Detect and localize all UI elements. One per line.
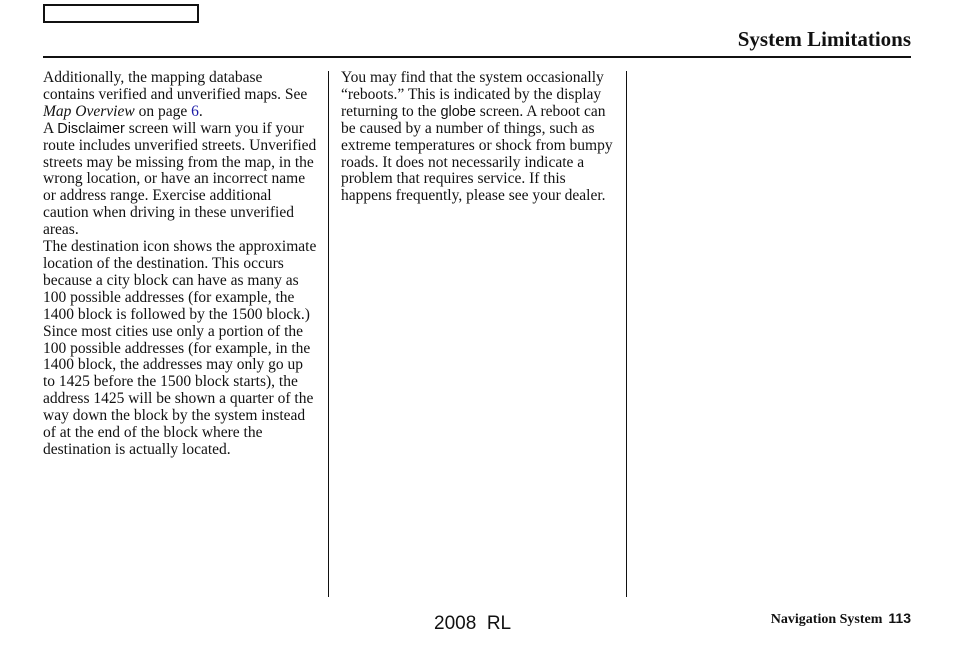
paragraph-reboots (341, 70, 615, 205)
paragraph-mapping-database (43, 70, 317, 121)
paragraph-disclaimer (43, 121, 317, 239)
paragraph-text: You may find that the system occasionally “reboots.” This is indicated by the display returning to the (341, 69, 604, 120)
paragraph-text: on page (134, 102, 192, 120)
footer-section (771, 610, 911, 628)
footer-model: 2008 RL (434, 613, 512, 634)
page-link[interactable]: 6 (191, 102, 199, 120)
footer-section-label: Navigation System (770, 612, 883, 627)
paragraph-text: A (43, 119, 58, 137)
map-overview-reference: Map Overview (43, 102, 135, 120)
text-column-middle (341, 70, 615, 205)
page-number: 113 (888, 610, 911, 626)
paragraph-text: . (198, 102, 203, 120)
text-column-left (43, 70, 317, 459)
globe-term: globe (440, 103, 476, 120)
column-divider-right (626, 71, 627, 597)
page-title: System Limitations (737, 27, 911, 51)
disclaimer-term: Disclaimer (57, 120, 125, 137)
header-rule (43, 56, 911, 58)
paragraph-text: screen will warn you if your route includes unverified streets. Unverified streets may be missing from the map, in the wrong location, or have an incorrect name or address range. Exercise additional caution when driving in these unverified areas. (43, 119, 317, 239)
header-tab-box (43, 4, 199, 23)
paragraph-destination-icon: The destination icon shows the approximate location of the destination. This occurs because a city block can have as many as 100 possible addresses (for example, the 1400 block is followed by the 1500 block.) Since most cities use only a portion of the 100 possible addresses (for example, in the 1400 block, the addresses may only go up to 1425 before the 1500 block starts), the address 1425 will be shown a quarter of the way down the block by the system instead of at the end of the block where the destination is actually located. (43, 238, 317, 458)
paragraph-text: screen. A reboot can be caused by a number of things, such as extreme temperatures or shock from bumpy roads. It does not necessarily indicate a problem that requires service. If this happens frequently, please see your dealer. (341, 102, 613, 205)
paragraph-text: Additionally, the mapping database contains verified and unverified maps. See (43, 69, 308, 103)
column-divider-left (328, 71, 329, 597)
